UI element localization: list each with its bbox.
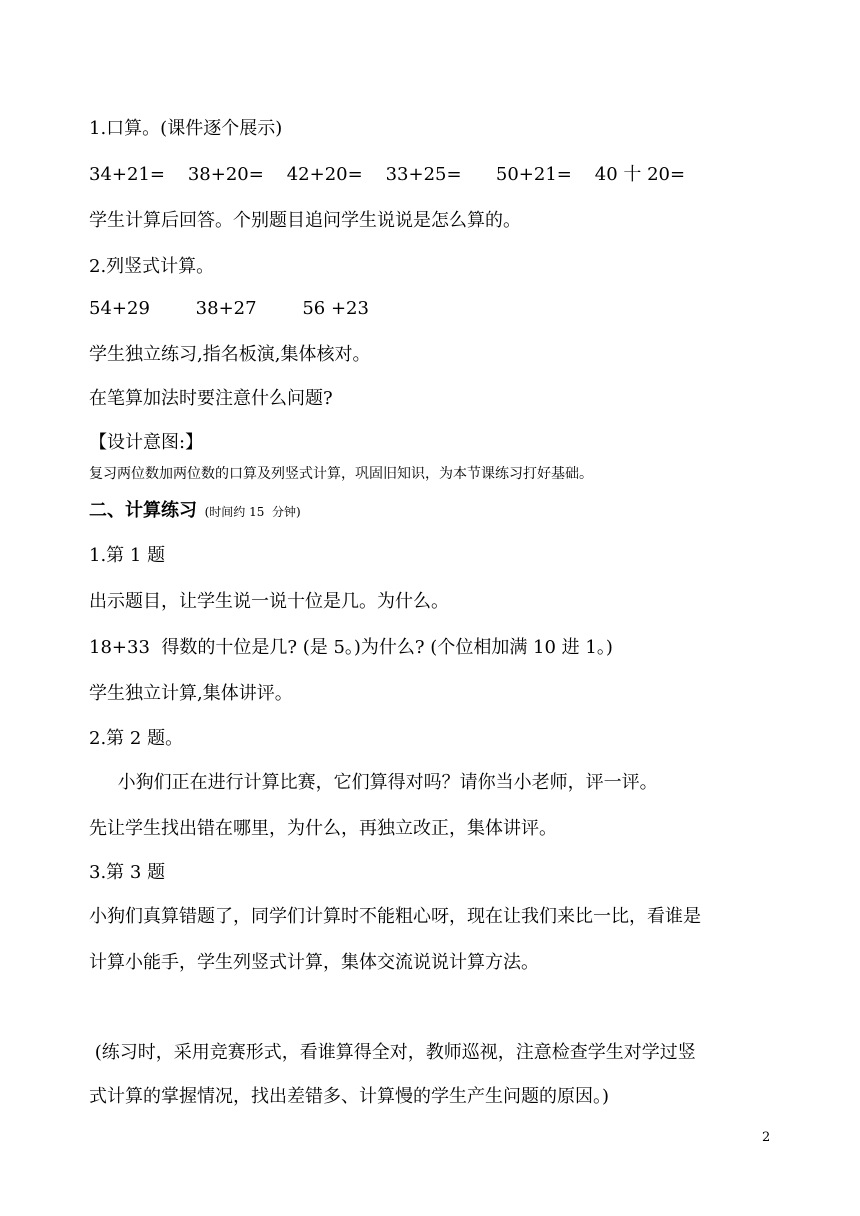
exercise-1-heading: 1.第 1 题 xyxy=(89,545,166,566)
paragraph-text: 出示题目，让学生说一说十位是几。为什么。 xyxy=(89,591,449,612)
item-2-heading: 2.列竖式计算。 xyxy=(89,256,215,277)
paragraph-text: 18+33 得数的十位是几? (是 5。)为什么? (个位相加满 10 进 1。) xyxy=(89,637,613,658)
paragraph-text: 学生计算后回答。个别题目追问学生说说是怎么算的。 xyxy=(89,210,521,231)
design-intent-heading: 【设计意图:】 xyxy=(89,432,204,453)
section-title: 二、计算练习 xyxy=(89,500,197,521)
exercise-3-heading: 3.第 3 题 xyxy=(89,862,166,883)
paragraph-text: 学生独立计算,集体讲评。 xyxy=(89,683,293,704)
exercise-2-heading: 2.第 2 题。 xyxy=(89,728,184,749)
section-heading xyxy=(89,500,301,523)
page-number: 2 xyxy=(762,1130,771,1145)
paragraph-text: 小狗们真算错题了，同学们计算时不能粗心呀，现在让我们来比一比，看谁是 xyxy=(89,906,701,927)
question-text: 在笔算加法时要注意什么问题? xyxy=(89,388,333,409)
design-intent-text: 复习两位数加两位数的口算及列竖式计算，巩固旧知识，为本节课练习打好基础。 xyxy=(89,466,593,482)
paragraph-text: 学生独立练习,指名板演,集体核对。 xyxy=(89,344,371,365)
item-1-heading: 1.口算。(课件逐个展示) xyxy=(89,118,283,139)
paragraph-text: 小狗们正在进行计算比赛，它们算得对吗？请你当小老师，评一评。 xyxy=(89,772,658,793)
paragraph-text: (练习时，采用竞赛形式，看谁算得全对，教师巡视，注意检查学生对学过竖 xyxy=(89,1042,696,1063)
paragraph-text: 式计算的掌握情况，找出差错多、计算慢的学生产生问题的原因。) xyxy=(89,1086,610,1107)
oral-calc-problems: 34+21= 38+20= 42+20= 33+25= 50+21= 40 十 20= xyxy=(89,164,686,185)
paragraph-text: 计算小能手，学生列竖式计算，集体交流说说计算方法。 xyxy=(89,952,539,973)
vertical-calc-problems: 54+29 38+27 56 +23 xyxy=(89,298,369,319)
section-time-note: (时间约 15 分钟) xyxy=(197,505,301,519)
paragraph-text: 先让学生找出错在哪里，为什么，再独立改正，集体讲评。 xyxy=(89,818,557,839)
